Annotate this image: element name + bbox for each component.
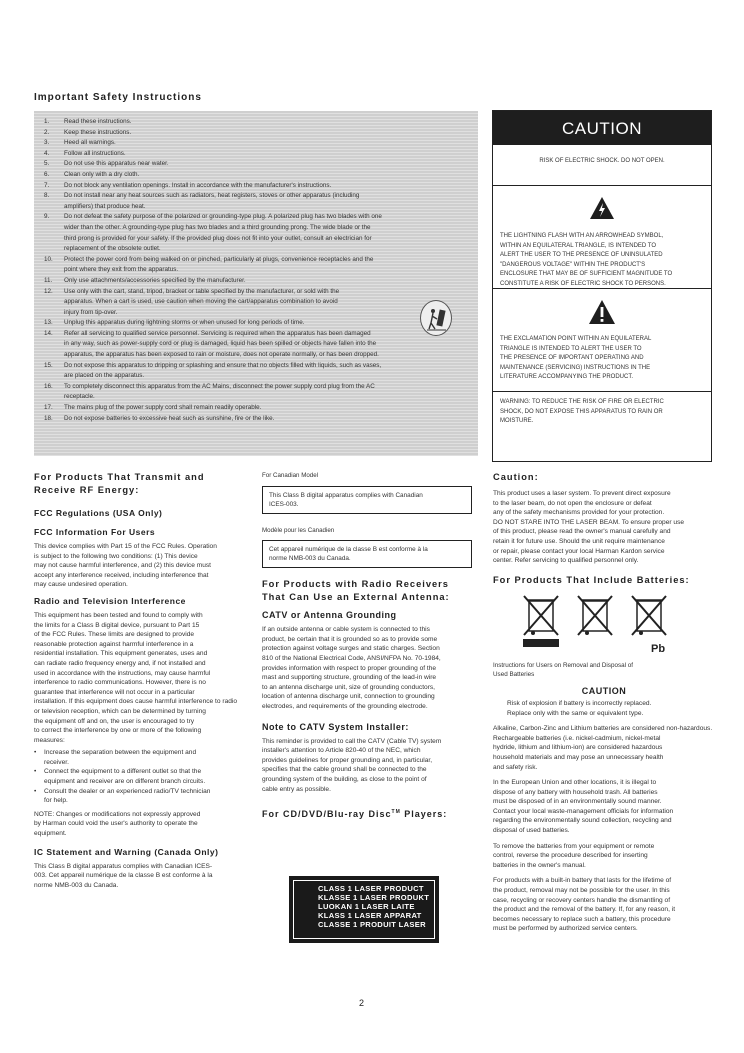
laser-caution-line: or repair, please contact your local Harman Kardon service [493, 547, 665, 555]
measure-line: Connect the equipment to a different outlet so that the [44, 768, 202, 776]
batteries-caption-line: Used Batteries [493, 671, 535, 679]
radio-line: or television reception, which can be determined by turning [34, 707, 206, 715]
eu-disposal-line: must be disposed of in an environmentally sound manner. [493, 798, 662, 806]
safety-item [44, 265, 470, 276]
safety-item [44, 159, 470, 170]
safety-item [44, 234, 470, 245]
safety-item [44, 308, 470, 319]
warning-text-line: WARNING: TO REDUCE THE RISK OF FIRE OR ELECTRIC [500, 399, 664, 405]
safety-item-number [44, 244, 64, 255]
catv-installer-line: provides guidelines for proper grounding and, in particular, [262, 756, 433, 764]
measure-line: Increase the separation between the equipment and [44, 749, 197, 757]
crossed-bin-icon [575, 593, 615, 641]
builtin-line: the product and the removal of the battery. If, for any reason, it [493, 906, 676, 914]
note-line: equipment. [34, 830, 67, 838]
safety-item [44, 138, 470, 149]
measure-item [34, 787, 246, 806]
caution-panel [492, 110, 712, 462]
canadian-line: This Class B digital apparatus complies with Canadian [269, 491, 423, 499]
note-line: by Harman could void the user's authority to operate the [34, 820, 198, 828]
radio-line: used in accordance with the instructions, may cause harmful [34, 669, 211, 677]
catv-line: If an outside antenna or cable system is connected to this [262, 626, 430, 634]
exclamation-text-line: TRIANGLE IS INTENDED TO ALERT THE USER TO [500, 345, 642, 352]
rf-heading-line: For Products That Transmit and [34, 472, 205, 482]
exclamation-warning-icon [493, 289, 711, 335]
battery-types-line: household materials and may pose an unnecessary health [493, 753, 664, 761]
safety-item-text: Heed all warnings. [64, 139, 116, 147]
measure-text [44, 787, 210, 806]
laser-caution-line: of this product, please read the owner's manual carefully and [493, 528, 671, 536]
safety-item-text: Unplug this apparatus during lightning storms or when unused for long periods of time. [64, 319, 305, 327]
remove-line: control, reverse the procedure described for inserting [493, 852, 648, 860]
builtin-line: the product, removal may not be possible for the user. In this [493, 887, 670, 895]
safety-item [44, 117, 470, 128]
safety-item-text: The mains plug of the power supply cord shall remain readily operable. [64, 404, 262, 412]
laser-caution-heading: Caution: [493, 472, 539, 482]
lightning-text-line: "DANGEROUS VOLTAGE" WITHIN THE PRODUCT'S [500, 261, 646, 268]
exclamation-text [493, 335, 711, 391]
note-paragraph [34, 810, 246, 839]
safety-item-number [44, 339, 64, 350]
shock-warning: RISK OF ELECTRIC SHOCK. DO NOT OPEN. [539, 158, 665, 164]
safety-item-number: 13. [44, 319, 53, 327]
laser-class-label [289, 876, 439, 943]
safety-item-text: Do not expose this apparatus to dripping or splashing and ensure that no objects filled with liquids, such as vases, [64, 361, 382, 369]
fcc-line: may not cause harmful interference, and (2) this device must [34, 562, 212, 570]
remove-batteries-paragraph [493, 842, 715, 871]
safety-item [44, 181, 470, 192]
laser-caution-line: retain it for future use. Should the unit require maintenance [493, 537, 665, 545]
safety-item-text: To completely disconnect this apparatus from the AC Mains, disconnect the power supply cord plug from the AC [64, 382, 375, 390]
radio-line: This equipment has been tested and found to comply with [34, 611, 203, 619]
bullet-icon: • [34, 768, 37, 776]
safety-item-text: Do not expose batteries to excessive heat such as sunshine, fire or the like. [64, 414, 275, 422]
catv-line: provides information with respect to proper grounding of the [262, 664, 437, 672]
catv-line: mast and supporting structure, grounding of the lead-in wire [262, 674, 437, 682]
safety-item-number: 2. [44, 128, 50, 136]
safety-item [44, 170, 470, 181]
safety-item [44, 276, 470, 287]
measure-text [44, 767, 205, 786]
catv-line: protection against voltage surges and static charges. Section [262, 645, 440, 653]
catv-installer-paragraph [262, 737, 478, 795]
radio-line: can radiate radio frequency energy and, if not installed and [34, 659, 206, 667]
builtin-battery-paragraph [493, 876, 715, 934]
safety-item-text: apparatus, the apparatus has been exposed to rain or moisture, does not operate normally, or has been dropped. [64, 351, 379, 359]
radio-receivers-heading [262, 578, 478, 604]
safety-item-number: 7. [44, 181, 50, 189]
eu-disposal-line: Contact your local waste-management officials for information [493, 807, 674, 815]
note-line: NOTE: Changes or modifications not expressly approved [34, 810, 201, 818]
french-line: norme NMB-003 du Canada. [269, 555, 351, 563]
laser-label-line: KLASS 1 LASER APPARAT [318, 911, 422, 920]
radio-line: residential installation. This equipment generates, uses and [34, 650, 208, 658]
safety-item-text: Clean only with a dry cloth. [64, 170, 140, 178]
radio-line: guarantee that interference will not occur in a particular [34, 688, 195, 696]
lightning-text-line: WITHIN AN EQUILATERAL TRIANGLE, IS INTENDED TO [500, 242, 657, 249]
safety-item-number [44, 234, 64, 245]
builtin-line: must be performed by authorized service centers. [493, 925, 638, 933]
laser-caution-line: center. Refer servicing to qualified personnel only. [493, 557, 639, 565]
safety-item-number: 10. [44, 255, 53, 263]
safety-item [44, 382, 470, 393]
measure-line: for help. [44, 797, 68, 805]
exclamation-text-line: MAINTENANCE (SERVICING) INSTRUCTIONS IN THE [500, 364, 651, 371]
canadian-notice-box [262, 486, 472, 514]
battery-caution-line: Replace only with the same or equivalent type. [507, 709, 644, 717]
ic-line: 003. Cet appareil numérique de la classe B est conforme à la [34, 872, 213, 880]
laser-caution-line: DO NOT STARE INTO THE LASER BEAM. To ensure proper use [493, 518, 685, 526]
canadian-model-label: For Canadian Model [262, 472, 319, 479]
builtin-line: For products with a built-in battery that lasts for the lifetime of [493, 877, 672, 885]
radio-receivers-heading-line: For Products with Radio Receivers [262, 579, 449, 590]
radio-line: the limits for a Class B digital device, pursuant to Part 15 [34, 621, 200, 629]
safety-item [44, 149, 470, 160]
radio-line: interference to radio communications. However, there is no [34, 679, 206, 687]
catv-installer-line: This reminder is provided to call the CATV (Cable TV) system [262, 737, 442, 745]
safety-item-number: 18. [44, 414, 53, 422]
exclamation-text-line: LITERATURE ACCOMPANYING THE PRODUCT. [500, 374, 634, 380]
safety-item-number: 14. [44, 329, 53, 337]
eu-disposal-line: dispose of any battery with household trash. All batteries [493, 788, 658, 796]
catv-installer-line: cable entry as possible. [262, 785, 331, 793]
safety-item-number [44, 392, 64, 403]
radio-line: reasonable protection against harmful interference in a [34, 640, 194, 648]
laser-label-line: CLASS 1 LASER PRODUCT [318, 884, 424, 893]
fcc-line: is subject to the following two conditions: (1) This device [34, 552, 198, 560]
measure-line: equipment and receiver are on different branch circuits. [44, 778, 206, 786]
safety-item [44, 361, 470, 372]
eu-disposal-line: In the European Union and other locations, it is illegal to [493, 779, 657, 787]
catv-line: location of antenna discharge unit, connection to grounding [262, 693, 435, 701]
radio-line: to correct the interference by one or more of the following [34, 727, 202, 735]
page-number: 2 [359, 998, 365, 1008]
safety-item-number [44, 265, 64, 276]
safety-item-number: 9. [44, 213, 50, 221]
lightning-warning-icon [493, 186, 711, 232]
laser-label-line: KLASSE 1 LASER PRODUKT [318, 893, 430, 902]
safety-item-number: 11. [44, 276, 53, 284]
safety-item [44, 287, 470, 298]
safety-item-text: Keep these instructions. [64, 128, 132, 136]
batteries-caption-line: Instructions for Users on Removal and Disposal of [493, 661, 633, 669]
safety-item-text: Do not defeat the safety purpose of the polarized or grounding-type plug. A polarized plug has two blades with one [64, 213, 382, 221]
eu-disposal-line: disposal of used batteries. [493, 827, 570, 835]
fcc-info-heading: FCC Information For Users [34, 527, 156, 537]
catv-installer-line: specifies that the cable ground shall be connected to the [262, 766, 427, 774]
safety-item-text: wider than the other. A grounding-type plug has two blades and a third grounding prong. The wide blade or the [64, 223, 371, 231]
safety-item [44, 350, 470, 361]
lightning-text [493, 232, 711, 288]
trademark-mark: TM [391, 809, 401, 816]
measure-line: receiver. [44, 758, 69, 766]
safety-item-text: Only use attachments/accessories specified by the manufacturer. [64, 276, 246, 284]
batteries-caption [493, 661, 715, 680]
cart-tipover-icon [420, 300, 452, 336]
fcc-regulations-heading: FCC Regulations (USA Only) [34, 508, 163, 518]
safety-item-text: Protect the power cord from being walked on or pinched, particularly at plugs, convenience receptacles and the [64, 255, 374, 263]
safety-item [44, 223, 470, 234]
battery-caution-heading: CAUTION [581, 685, 627, 696]
safety-item-number [44, 202, 64, 213]
safety-item-text: injury from tip-over. [64, 308, 118, 316]
lead-symbol: Pb [651, 642, 666, 655]
safety-item-text: amplifiers) that produce heat. [64, 202, 146, 210]
safety-item [44, 392, 470, 403]
safety-item [44, 339, 470, 350]
laser-caution-paragraph [493, 489, 715, 566]
safety-list [34, 111, 478, 424]
ic-line: This Class B digital apparatus complies with Canadian ICES- [34, 862, 213, 870]
laser-label-text [293, 880, 435, 939]
battery-types-paragraph [493, 724, 715, 772]
ic-heading: IC Statement and Warning (Canada Only) [34, 846, 219, 857]
safety-item-text: in any way, such as power-supply cord or plug is damaged, liquid has been spilled or objects have fallen into the [64, 340, 377, 348]
safety-item [44, 371, 470, 382]
exclamation-text-line: THE PRESENCE OF IMPORTANT OPERATING AND [500, 355, 644, 361]
safety-item [44, 244, 470, 255]
safety-item-text: are placed on the apparatus. [64, 372, 145, 380]
lightning-text-line: ALERT THE USER TO THE PRESENCE OF UNINSULATED [500, 252, 663, 258]
catv-installer-line: installer's attention to Article 820-40 of the NEC, which [262, 747, 421, 755]
safety-item-text: Use only with the cart, stand, tripod, bracket or table specified by the manufacturer, or sold with the [64, 287, 340, 295]
catv-heading: CATV or Antenna Grounding [262, 610, 397, 621]
radio-tv-paragraph [34, 611, 246, 745]
exclamation-text-line: THE EXCLAMATION POINT WITHIN AN EQUILATERAL [500, 336, 652, 342]
laser-caution-line: This product uses a laser system. To prevent direct exposure [493, 490, 671, 497]
lightning-text-line: ENCLOSURE THAT MAY BE OF SUFFICIENT MAGNITUDE TO [500, 271, 673, 277]
measures-list [34, 748, 246, 806]
safety-item-number [44, 223, 64, 234]
french-notice-box [262, 540, 472, 568]
catv-line: electrodes, and requirements of the grounding electrode. [262, 702, 428, 710]
safety-item-number: 4. [44, 149, 50, 157]
catv-paragraph [262, 625, 478, 711]
catv-installer-heading: Note to CATV System Installer: [262, 721, 409, 732]
safety-item-text: Do not install near any heat sources such as radiators, heat registers, stoves or other apparatus (including [64, 192, 360, 200]
laser-label-line: CLASSE 1 PRODUIT LASER [318, 920, 426, 929]
safety-item-text: point where they exit from the apparatus. [64, 266, 179, 274]
safety-item [44, 318, 470, 329]
battery-caution-lines [493, 699, 715, 718]
safety-item [44, 403, 470, 414]
bullet-icon: • [34, 749, 37, 757]
canadian-line: ICES-003. [269, 500, 299, 508]
builtin-line: case, recycling or recovery centers handle the dismantling of [493, 896, 671, 904]
eu-disposal-paragraph [493, 778, 715, 836]
warning-text-line: SHOCK, DO NOT EXPOSE THIS APPARATUS TO RAIN OR [500, 408, 663, 415]
safety-item [44, 329, 470, 340]
radio-receivers-heading-line: That Can Use an External Antenna: [262, 592, 450, 603]
safety-item [44, 191, 470, 202]
french-line: Cet appareil numérique de la classe B est conforme à la [269, 546, 428, 554]
safety-item-text: apparatus. When a cart is used, use caution when moving the cart/apparatus combination to avoid [64, 298, 338, 306]
safety-item [44, 255, 470, 266]
safety-item-text: replacement of the obsolete outlet. [64, 245, 161, 253]
safety-item-number: 8. [44, 192, 50, 200]
catv-line: 810 of the National Electrical Code, ANSI/NFPA No. 70-1984, [262, 654, 441, 662]
fcc-line: This device complies with Part 15 of the FCC Rules. Operation [34, 543, 217, 550]
safety-item-number: 5. [44, 160, 50, 168]
measure-text [44, 748, 196, 767]
battery-types-line: Rechargeable batteries (i.e. nickel-cadmium, nickel-metal [493, 734, 661, 742]
safety-item [44, 414, 470, 425]
cd-heading-end: Players: [400, 809, 448, 820]
safety-item-number: 16. [44, 382, 53, 390]
safety-item-number [44, 297, 64, 308]
safety-item-text: Follow all instructions. [64, 149, 126, 157]
safety-item-number: 17. [44, 404, 53, 412]
fcc-line: accept any interference received, including interference that [34, 571, 209, 579]
safety-item-number: 3. [44, 139, 50, 147]
laser-caution-line: to the laser beam, do not open the enclosure or defeat [493, 499, 652, 507]
safety-item-number [44, 371, 64, 382]
radio-line: installation. If this equipment does cause harmful interference to radio [34, 698, 238, 706]
measure-item [34, 767, 246, 786]
radio-line: the equipment off and on, the user is encouraged to try [34, 717, 195, 725]
battery-types-line: and safety risk. [493, 763, 538, 771]
safety-item-text: third prong is provided for your safety. If the provided plug does not fit into your outlet, consult an electrician for [64, 234, 372, 242]
lightning-text-line: THE LIGHTNING FLASH WITH AN ARROWHEAD SYMBOL, [500, 233, 664, 239]
warning-text-line: MOISTURE. [500, 418, 534, 424]
catv-line: product, be certain that it is grounded so as to provide some [262, 635, 438, 643]
fire-warning-text [493, 392, 711, 427]
rf-heading-line: Receive RF Energy: [34, 485, 140, 495]
measure-item [34, 748, 246, 767]
fcc-paragraph [34, 542, 246, 590]
weee-bins [493, 593, 715, 661]
battery-types-line: Alkaline, Carbon-Zinc and Lithium batteries are considered non-hazardous. [493, 725, 713, 733]
safety-item [44, 128, 470, 139]
batteries-heading: For Products That Include Batteries: [493, 574, 690, 585]
radio-tv-heading: Radio and Television Interference [34, 595, 186, 606]
safety-item-number: 6. [44, 170, 50, 178]
laser-label-line: LUOKAN 1 LASER LAITE [318, 902, 415, 911]
rf-heading [34, 471, 246, 497]
fcc-line: may cause undesired operation. [34, 581, 128, 589]
crossed-bin-icon [521, 593, 561, 649]
safety-item-number [44, 350, 64, 361]
bullet-icon: • [34, 787, 37, 795]
catv-installer-line: grounding system of the building, as close to the point of [262, 775, 427, 783]
safety-instructions-box [34, 111, 478, 456]
safety-item-number: 15. [44, 361, 53, 369]
builtin-line: becomes necessary to replace such a battery, this procedure [493, 915, 671, 923]
column-antenna [262, 471, 478, 821]
safety-item-number: 12. [44, 287, 53, 295]
safety-item-number: 1. [44, 118, 50, 125]
safety-item [44, 202, 470, 213]
safety-item-text: Refer all servicing to qualified service personnel. Servicing is required when the apparatus has been damaged [64, 329, 371, 337]
lightning-text-line: CONSTITUTE A RISK OF ELECTRIC SHOCK TO PERSONS. [500, 280, 666, 287]
ic-line: norme NMB-003 du Canada. [34, 881, 119, 889]
radio-line: of the FCC Rules. These limits are designed to provide [34, 631, 195, 639]
safety-item-text: receptacle. [64, 393, 95, 401]
safety-item-text: Do not block any ventilation openings. Install in accordance with the manufacturer's instructions. [64, 181, 332, 189]
remove-line: To remove the batteries from your equipment or remote [493, 842, 655, 850]
column-caution [493, 471, 715, 934]
page-heading: Important Safety Instructions [34, 92, 202, 103]
safety-item-text: Do not use this apparatus near water. [64, 160, 169, 168]
ic-paragraph [34, 862, 246, 891]
radio-line: measures: [34, 736, 65, 744]
measure-line: Consult the dealer or an experienced radio/TV technician [44, 787, 211, 795]
caution-title: CAUTION [493, 111, 711, 145]
cd-heading-text: For CD/DVD/Blu-ray Disc [262, 809, 392, 820]
safety-item [44, 212, 470, 223]
catv-line: to an antenna discharge unit, size of grounding conductors, [262, 683, 436, 691]
remove-line: batteries in the owner's manual. [493, 861, 586, 869]
column-rf [34, 471, 246, 890]
battery-types-line: hydride, lithium and lithium-ion) are considered hazardous [493, 744, 663, 752]
safety-item-text: Read these instructions. [64, 118, 132, 125]
crossed-bin-icon [629, 593, 669, 641]
safety-item [44, 297, 470, 308]
eu-disposal-line: regarding the environmentally sound collection, recycling and [493, 817, 672, 825]
laser-caution-line: any of the safety mechanisms provided for your protection. [493, 509, 665, 517]
battery-caution-line: Risk of explosion if battery is incorrectly replaced. [507, 699, 652, 707]
french-model-label: Modèle pour les Canadien [262, 526, 335, 534]
cd-players-heading [262, 806, 478, 821]
safety-item-number [44, 308, 64, 319]
